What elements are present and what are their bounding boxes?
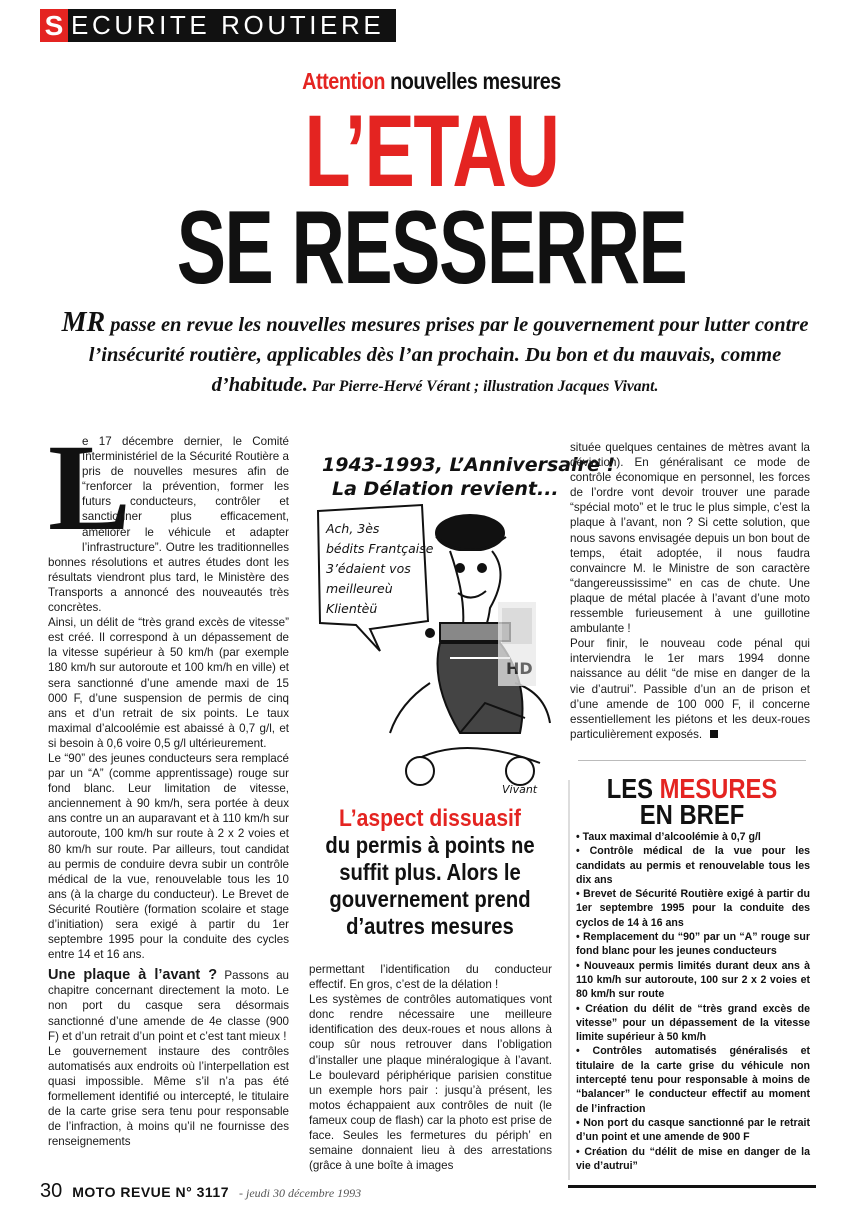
list-item: • Création du délit de “très grand excès de vitesse” pour un dépassement de la vitesse limite supérieur à 50 km/h <box>576 1002 810 1045</box>
paragraph: Le gouvernement instaure des contrôles automatisés aux endroits où l’interpellation est quasi impossible. Même s’il n’a pas été formellement identifié ou intercepté, le titulaire de la carte grise sera tenu pour responsable de l’infraction, à moins qu’il ne fournisse des renseignements <box>48 1044 289 1149</box>
pull-quote-line: suffit plus. Alors le <box>339 859 521 885</box>
paragraph <box>48 968 289 1043</box>
article-column-3 <box>570 440 810 742</box>
cartoon-signature: Vivant <box>502 783 538 796</box>
paragraph: Les systèmes de contrôles automatiques vont donc rendre nécessaire une meilleure identification des deux-roues et nous allons à coup sûr nous retrouver dans l’obligation d’installer une plaque minéralogique à l’avant. Le boulevard périphérique parisien constitue un exemple hors pair : jusqu’à présent, les motos échappaient aux contrôles de nuit (le fameux coup de flash) car la photo est prise de face. Seules les fermetures du périph’ en semaine donnaient lieu à des arrestations (grâce à une boîte à images <box>309 993 552 1173</box>
article-column-1 <box>48 419 289 1149</box>
paragraph: e 17 décembre dernier, le Comité Interministériel de la Sécurité Routière a pris de nouvelles mesures afin de “renforcer la prévention, former les futurs conducteurs, contrôler et sanctionner plus efficacement, améliorer le véhicule et adapter l’infrastructure”. Outre les traditionnelles bonnes résolutions et autres études dont les résultats viendront plus tard, le Ministère des Transports a annoncé des nouveautés très concrètes. <box>48 435 289 615</box>
list-item: • Nouveaux permis limités durant deux ans à 110 km/h sur autoroute, 100 sur 2 x 2 voies et 80 km/h sur route <box>576 959 810 1002</box>
pull-quote <box>305 805 555 940</box>
paragraph <box>570 636 810 742</box>
article-column-2 <box>309 962 552 1173</box>
issue-date: - jeudi 30 décembre 1993 <box>238 1186 362 1200</box>
intro-text: passe en revue les nouvelles mesures prises par le gouvernement pour lutter contre l’insécurité routière, applicables dès l’an prochain. Du bon et du mauvais, comme d’habitude. <box>88 314 809 396</box>
kicker-black: nouvelles mesures <box>390 68 561 94</box>
bubble-line: 3’édaient vos <box>326 561 411 576</box>
intro-mr: MR <box>61 307 106 338</box>
box-title-black: LES <box>606 773 653 804</box>
bubble-line: Ach, 3ès <box>326 521 380 536</box>
paragraph-text: Passons au chapitre concernant directement la moto. Le non port du casque sera désormais sanctionné d’une amende de 4e classe (900 F) et d’un retrait d’un point et c’est tant mieux ! <box>48 969 289 1043</box>
watermark-logo <box>498 602 536 686</box>
intro-byline: Par Pierre-Hervé Vérant ; illustration Jacques Vivant. <box>307 378 659 395</box>
paragraph: Ainsi, un délit de “très grand excès de vitesse” est créé. Il correspond à un dépassement de la vitesse supérieur à 50 km/h (par exemple 180 km/h sur autoroute et 100 km/h en ville) et sera sanctionné d’une amende maxi de 15 000 F, d’une suspension de permis de cinq ans et d’un retrait de six points. Le taux maximal d’alcoolémie est abaissé à 0,7 g/l, et si besoin à 0,6 voire 0,5 g/l ultérieurement. <box>48 616 289 750</box>
subhead-plaque: Une plaque à l’avant ? <box>48 967 218 984</box>
pull-quote-red: L’aspect dissuasif <box>339 805 521 832</box>
paragraph: permettant l’identification du conducteur effectif. En gros, c’est de la délation ! <box>309 963 552 992</box>
kicker-red: Attention <box>302 68 386 94</box>
list-item: • Remplacement du “90” par un “A” rouge sur fond blanc pour les jeunes conducteurs <box>576 930 810 959</box>
cartoon-caption-2: La Délation revient... <box>332 478 559 500</box>
drop-cap: L <box>48 419 131 556</box>
section-title: ECURITE ROUTIERE <box>71 10 385 40</box>
paragraph-text: Pour finir, le nouveau code pénal qui interviendra le 1er mars 1994 donne naissance au délit “de mise en danger de la vie d’autrui”. Passible d’un an de prison et d’une amende de 100 000 F, il concerne essentiellement les piétons et les deux-roues particulièrement exposés. <box>570 637 810 741</box>
mesures-list <box>576 830 810 1173</box>
box-title <box>587 773 798 830</box>
headline-line2: SE RESSERRE <box>176 190 687 306</box>
paragraph: Le “90” des jeunes conducteurs sera remplacé par un “A” (comme apprentissage) rouge sur fond blanc. Leur limitation de vitesse, anciennement à 90 km/h, sera portée à deux ans contre un an auparavant et à 110 km/h sur autoroute, 100 km/h sur route à 2 x 2 voies et 80 km/h sur route. Par ailleurs, tout candidat au permis de conduire devra subir un contrôle médical de la vue, renouvelable tous les 10 ans (à la charge du conducteur). Le Brevet de Sécurité Routière (formation scolaire et stage d’initiation) sera exigé à partir du 1er septembre 1995 pour la conduite des cycles entre 14 et 16 ans. <box>48 751 289 962</box>
list-item: • Contrôle médical de la vue pour les candidats au permis et renouvelable tous les dix ans <box>576 844 810 887</box>
section-banner <box>40 9 396 42</box>
list-item: • Taux maximal d’alcoolémie à 0,7 g/l <box>576 830 810 844</box>
end-mark-icon <box>710 730 718 738</box>
box-divider <box>568 780 570 1180</box>
box-title-red: MESURES <box>659 773 778 804</box>
box-divider <box>578 760 806 761</box>
page-footer <box>40 1180 361 1203</box>
box-divider <box>568 1185 816 1188</box>
magazine-name: MOTO REVUE N° 3117 <box>72 1184 229 1200</box>
section-initial: S <box>40 9 68 42</box>
page-number: 30 <box>40 1180 63 1202</box>
headline-line1: L’ETAU <box>304 94 559 208</box>
pull-quote-line: gouvernement prend <box>329 886 531 912</box>
bubble-line: bédits Frantçaise <box>326 541 434 556</box>
intro <box>40 308 830 402</box>
list-item: • Création du “délit de mise en danger de la vie d’autrui” <box>576 1145 810 1174</box>
list-item: • Contrôles automatisés généralisés et titulaire de la carte grise du véhicule non intercepté tenu pour responsable à moins de “balancer” le conducteur effectif au moment de l’infraction <box>576 1044 810 1115</box>
pull-quote-line: du permis à points ne <box>325 832 535 858</box>
watermark-text: HD <box>506 659 533 678</box>
bubble-line: meilleureù <box>326 581 393 596</box>
kicker <box>60 68 802 95</box>
cartoon-caption-1: 1943-1993, L’Anniversaire ! <box>322 454 616 476</box>
sidebar-box-mesures <box>568 760 816 1188</box>
bubble-line: Klientèü <box>326 601 378 616</box>
box-title-line2: EN BREF <box>639 799 745 830</box>
paragraph: située quelques centaines de mètres avant la déviation). En généralisant ce mode de contrôle économique en personnel, les forces de l’ordre vont devoir trouver une parade “spécial moto” et le truc le plus simple, c’est la plaque à l’avant, non ? Si cette solution, que nous savons envisagée depuis un bon bout de temps, était adoptée, il nous faudra convaincre M. le Ministre de son caractère “dangereussissime” en cas de chute. Une plaque de métal placée à l’avant d’une moto ressemble furieusement à une guillotine ambulante ! <box>570 441 810 636</box>
pull-quote-line: d’autres mesures <box>346 913 514 939</box>
list-item: • Brevet de Sécurité Routière exigé à partir du 1er septembre 1995 pour la conduite des cyclos de 14 à 16 ans <box>576 887 810 930</box>
list-item: • Non port du casque sanctionné par le retrait d’un point et une amende de 900 F <box>576 1116 810 1145</box>
